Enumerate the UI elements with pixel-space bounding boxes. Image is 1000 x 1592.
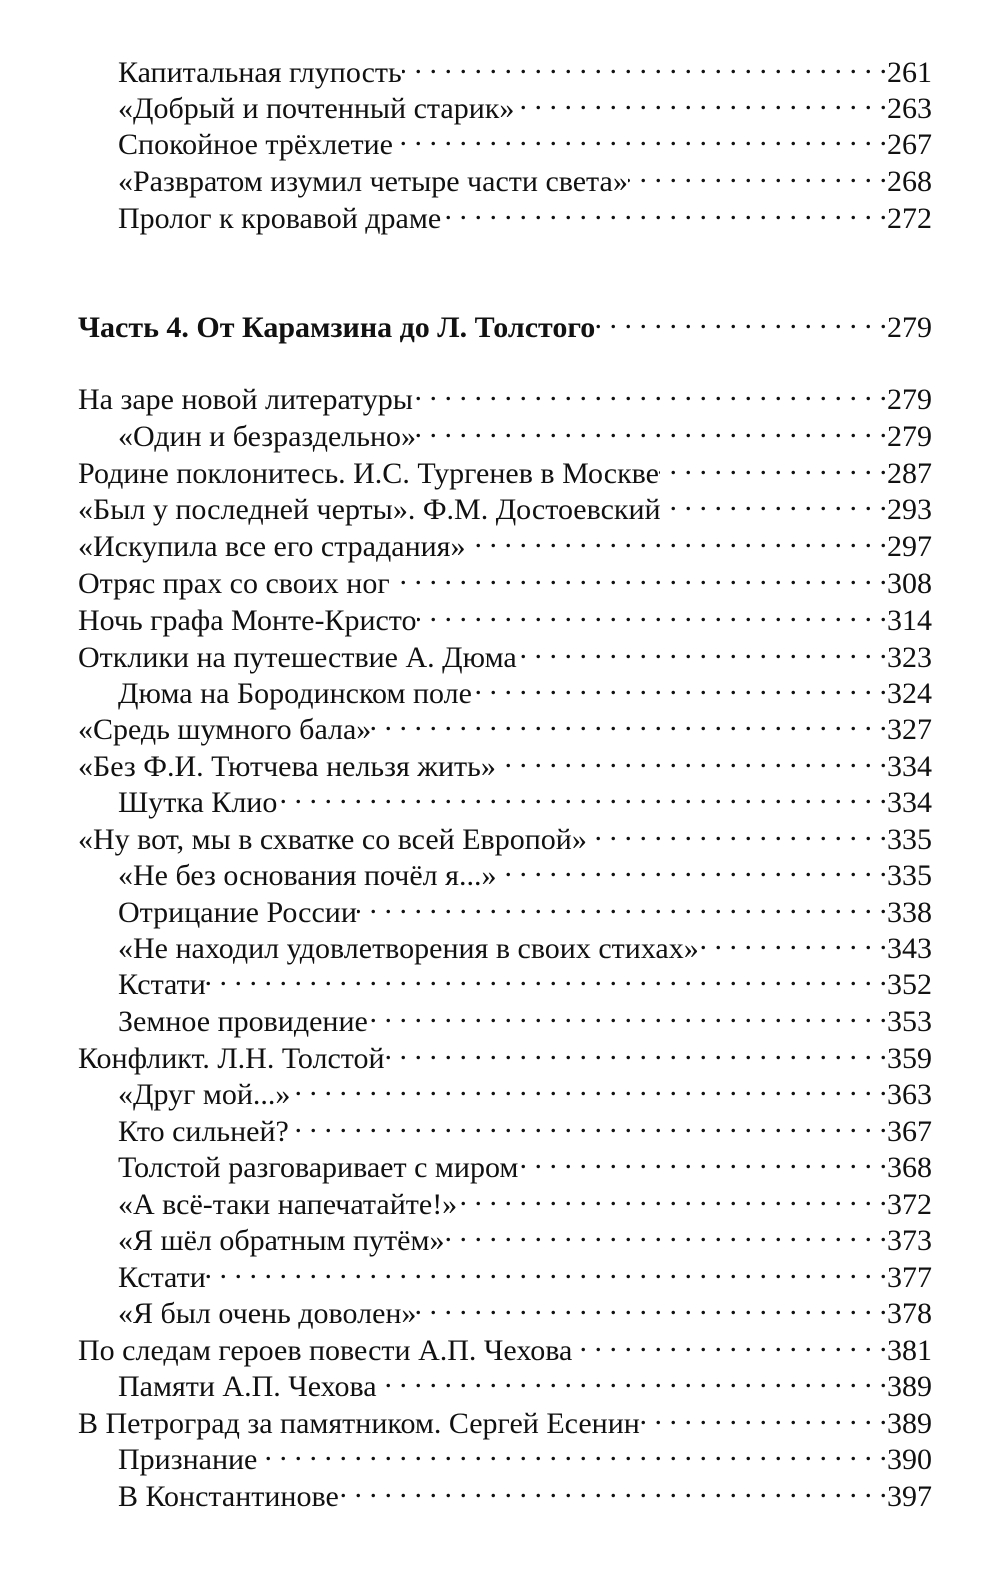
dot-leader [371, 703, 887, 739]
toc-entry [78, 740, 932, 783]
dot-leader [514, 82, 887, 118]
toc-entry [78, 631, 932, 674]
toc-entry [118, 1178, 932, 1221]
dot-leader [518, 1141, 887, 1177]
toc-entry-title: «Средь шумного бала» [78, 713, 372, 746]
toc-entry-page: 338 [887, 896, 932, 929]
toc-entry-page: 373 [887, 1224, 932, 1257]
toc-entry [78, 483, 932, 526]
toc-entry-title: «Один и безраздельно» [118, 420, 417, 453]
dot-leader [393, 118, 887, 154]
toc-entry-page: 397 [887, 1480, 932, 1513]
dot-leader [277, 776, 887, 812]
dot-leader [472, 667, 887, 703]
toc-entry [118, 1141, 932, 1184]
dot-leader [661, 483, 887, 519]
toc-entry-title: Кстати [118, 1261, 206, 1294]
toc-entry-title: «Без Ф.И. Тютчева нельзя жить» [78, 750, 496, 783]
toc-entry-title: «Не находил удовлетворения в своих стихах» [118, 932, 699, 965]
toc-entry-title: «Я был очень доволен» [118, 1297, 417, 1330]
dot-leader [377, 1360, 887, 1396]
toc-entry [118, 410, 932, 453]
toc-entry-title: Отрицание России [118, 896, 357, 929]
toc-entry [118, 155, 932, 198]
toc-entry-page: 377 [887, 1261, 932, 1294]
toc-entry-title: В Петроград за памятником. Сергей Есенин [78, 1407, 640, 1440]
toc-entry-title: Земное провидение [118, 1005, 368, 1038]
toc-entry-title: «А всё-таки напечатайте!» [118, 1188, 458, 1221]
dot-leader [206, 958, 887, 994]
toc-entry [78, 1397, 932, 1440]
toc-entry-page: 363 [887, 1078, 932, 1111]
dot-leader [659, 447, 887, 483]
dot-leader [402, 46, 887, 82]
toc-entry-page: 359 [887, 1042, 932, 1075]
toc-entry-page: 334 [887, 786, 932, 819]
toc-entry [78, 813, 932, 856]
toc-entry [118, 886, 932, 929]
toc-entry-page: 279 [887, 383, 932, 416]
toc-entry [118, 1433, 932, 1476]
dot-leader [441, 192, 887, 228]
toc-entry-title: Отклики на путешествие А. Дюма [78, 641, 517, 674]
dot-leader [587, 813, 887, 849]
toc-entry-page: 343 [887, 932, 932, 965]
toc-entry [78, 373, 932, 416]
toc-entry-title: Отряс прах со своих ног [78, 567, 390, 600]
toc-entry-title: «Был у последней черты». Ф.М. Достоевский [78, 493, 661, 526]
toc-entry-title: Спокойное трёхлетие [118, 128, 393, 161]
dot-leader [517, 631, 887, 667]
toc-entry [118, 849, 932, 892]
toc-entry-page: 324 [887, 677, 932, 710]
toc-entry-title: «Не без основания почёл я...» [118, 859, 497, 892]
dot-leader [457, 1178, 887, 1214]
toc-entry [118, 192, 932, 235]
toc-entry [118, 995, 932, 1038]
dot-leader [290, 1068, 887, 1104]
dot-leader [385, 1032, 887, 1068]
dot-leader [416, 410, 887, 446]
toc-entry-title: Пролог к кровавой драме [118, 202, 442, 235]
toc-entry-page: 352 [887, 968, 932, 1001]
toc-entry [78, 594, 932, 637]
toc-entry [118, 1068, 932, 1111]
toc-entry-page: 368 [887, 1151, 932, 1184]
toc-entry-title: Шутка Клио [118, 786, 278, 819]
toc-entry-page: 335 [887, 823, 932, 856]
toc-part-heading [78, 301, 932, 344]
dot-leader [496, 740, 887, 776]
toc-entry [118, 118, 932, 161]
toc-entry [118, 1470, 932, 1513]
dot-leader [206, 1251, 887, 1287]
toc-entry [118, 82, 932, 125]
dot-leader [465, 520, 887, 556]
toc-entry [78, 447, 932, 490]
dot-leader [572, 1324, 887, 1360]
toc-entry-title: «Развратом изумил четыре части света» [118, 165, 628, 198]
dot-leader [368, 995, 887, 1031]
toc-entry-title: Памяти А.П. Чехова [118, 1370, 377, 1403]
toc-entry-page: 287 [887, 457, 932, 490]
toc-entry [78, 703, 932, 746]
toc-entry-title: Родине поклонитесь. И.С. Тургенев в Москве [78, 457, 659, 490]
dot-leader [416, 1287, 887, 1323]
toc-entry-page: 293 [887, 493, 932, 526]
toc-entry-title: «Я шёл обратным путём» [118, 1224, 445, 1257]
toc-entry-title: Кстати [118, 968, 206, 1001]
dot-leader [413, 373, 887, 409]
toc-entry-title: Толстой разговаривает с миром [118, 1151, 519, 1184]
toc-entry-page: 261 [887, 56, 932, 89]
toc-entry-page: 263 [887, 92, 932, 125]
toc-entry [118, 1287, 932, 1330]
toc-entry-page: 279 [887, 420, 932, 453]
dot-leader [357, 886, 887, 922]
toc-entry [118, 667, 932, 710]
toc-entry-title: На заре новой литературы [78, 383, 413, 416]
toc-entry [118, 1251, 932, 1294]
toc-entry [78, 1324, 932, 1367]
toc-entry-page: 308 [887, 567, 932, 600]
toc-entry [78, 520, 932, 563]
toc-entry-title: «Друг мой...» [118, 1078, 291, 1111]
toc-entry [118, 958, 932, 1001]
toc-entry-page: 272 [887, 202, 932, 235]
toc-entry-page: 323 [887, 641, 932, 674]
toc-entry-title: Признание [118, 1443, 258, 1476]
toc-entry-page: 335 [887, 859, 932, 892]
toc-entry-page: 353 [887, 1005, 932, 1038]
toc-entry [118, 776, 932, 819]
dot-leader [496, 849, 887, 885]
part-page: 279 [887, 311, 932, 344]
toc-entry-page: 389 [887, 1370, 932, 1403]
toc-entry-title: Конфликт. Л.Н. Толстой [78, 1042, 385, 1075]
toc-entry-page: 297 [887, 530, 932, 563]
toc-entry-title: Ночь графа Монте-Кристо [78, 604, 417, 637]
dot-leader [628, 155, 887, 191]
toc-entry [118, 1360, 932, 1403]
toc-entry-page: 267 [887, 128, 932, 161]
toc-entry-page: 381 [887, 1334, 932, 1367]
part-title: Часть 4. От Карамзина до Л. Толстого [78, 311, 596, 344]
toc-entry-title: Дюма на Бородинском поле [118, 677, 472, 710]
dot-leader [595, 301, 887, 337]
dot-leader [257, 1433, 887, 1469]
dot-leader [444, 1214, 887, 1250]
toc-entry-title: По следам героев повести А.П. Чехова [78, 1334, 573, 1367]
toc-entry-title: «Искупила все его страдания» [78, 530, 466, 563]
dot-leader [339, 1470, 887, 1506]
toc-entry-title: Капитальная глупость [118, 56, 402, 89]
toc-entry-title: Кто сильней? [118, 1115, 289, 1148]
dot-leader [640, 1397, 887, 1433]
toc-entry [118, 1105, 932, 1148]
toc-entry-page: 268 [887, 165, 932, 198]
toc-entry-page: 389 [887, 1407, 932, 1440]
toc-entry [78, 557, 932, 600]
dot-leader [289, 1105, 887, 1141]
toc-entry-page: 334 [887, 750, 932, 783]
toc-entry-title: «Ну вот, мы в схватке со всей Европой» [78, 823, 587, 856]
dot-leader [417, 594, 887, 630]
dot-leader [390, 557, 887, 593]
toc-entry-page: 367 [887, 1115, 932, 1148]
toc-entry-title: В Константинове [118, 1480, 339, 1513]
toc-entry-page: 327 [887, 713, 932, 746]
toc-entry [118, 1214, 932, 1257]
toc-entry [78, 1032, 932, 1075]
dot-leader [699, 922, 887, 958]
toc-entry-page: 378 [887, 1297, 932, 1330]
toc-entry-page: 390 [887, 1443, 932, 1476]
toc-entry [118, 922, 932, 965]
toc-entry-page: 314 [887, 604, 932, 637]
toc-entry [118, 46, 932, 89]
toc-entry-title: «Добрый и почтенный старик» [118, 92, 515, 125]
toc-entry-page: 372 [887, 1188, 932, 1221]
